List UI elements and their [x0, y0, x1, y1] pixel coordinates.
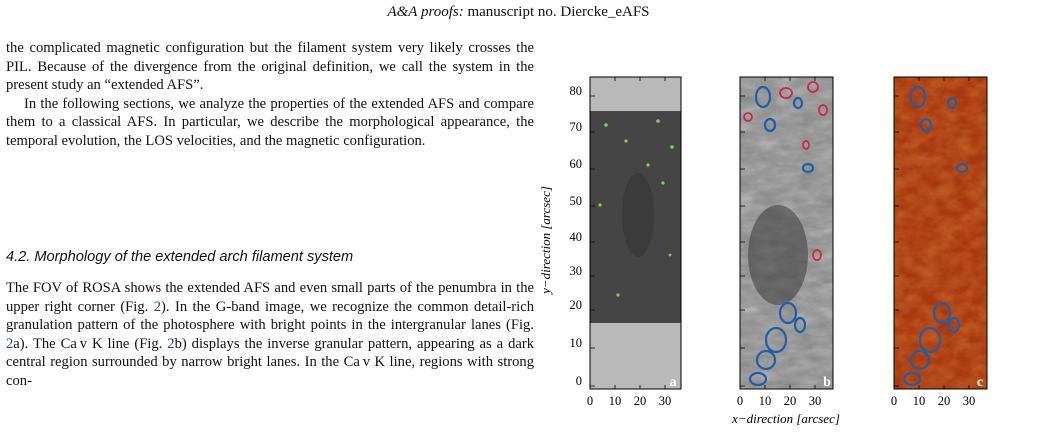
dark-region	[748, 205, 808, 305]
journal-name: A&A proofs:	[387, 4, 464, 20]
panel-label: c	[976, 375, 984, 390]
y-tick-label: 30	[569, 264, 582, 278]
y-tick-label: 20	[569, 298, 582, 312]
section-heading: 4.2. Morphology of the extended arch filament system	[6, 249, 354, 265]
x-tick-label: 20	[633, 394, 647, 408]
x-tick-label: 0	[736, 394, 744, 408]
panel-label: a	[669, 375, 677, 390]
y-tick-label: 70	[569, 120, 582, 134]
running-header	[0, 4, 1037, 21]
x-tick-label: 30	[962, 394, 976, 408]
figure-2	[538, 55, 1034, 435]
x-tick-label: 20	[937, 394, 951, 408]
x-tick-label: 20	[783, 394, 797, 408]
y-axis-label: y−direction [arcsec]	[538, 186, 553, 294]
x-axis-label: x−direction [arcsec]	[732, 411, 840, 426]
x-tick-label: 30	[808, 394, 822, 408]
x-tick-label: 10	[758, 394, 772, 408]
paragraph-3: The FOV of ROSA shows the extended AFS and even small parts of the penumbra in the upper right corner (Fig. 2). In the G-band image, we recognize the common detail-rich granulation pattern of the photosphere with bright points in the intergranular lanes (Fig. 2a). The Ca ᴠ K line (Fig. 2b) displays the inverse granular pattern, appearing as a dark central region surrounded by narrow bright lanes. In the Ca ᴠ K line, regions with strong con-	[6, 280, 534, 389]
y-tick-label: 10	[569, 336, 582, 350]
panel-a	[590, 77, 681, 390]
x-tick-label: 30	[658, 394, 672, 408]
manuscript-label: manuscript no. Diercke_eAFS	[467, 4, 650, 20]
y-tick-label: 40	[569, 230, 582, 244]
figure-link[interactable]: 2	[6, 335, 14, 352]
figure-link[interactable]: 2	[153, 298, 162, 315]
x-tick-label: 0	[586, 394, 594, 408]
x-tick-label: 10	[608, 394, 622, 408]
y-tick-label: 0	[575, 374, 582, 388]
dark-region	[622, 173, 654, 257]
figure-link[interactable]: 2	[167, 335, 175, 352]
panel-label: b	[823, 375, 831, 390]
intro-text	[6, 39, 534, 151]
y-tick-label: 50	[569, 194, 582, 208]
y-tick-label: 60	[569, 157, 582, 171]
paragraph-1: the complicated magnetic configuration but the filament system very likely crosses the PIL. Because of the divergence from the original definition, we call the system in the present study an “extended AFS”.	[6, 40, 534, 94]
panel-b	[740, 77, 833, 390]
x-tick-labels	[587, 394, 975, 408]
panel-c	[894, 77, 987, 390]
y-tick-label: 80	[569, 84, 582, 98]
x-tick-label: 10	[912, 394, 926, 408]
paragraph-2: In the following sections, we analyze the properties of the extended AFS and compare them to a classical AFS. In particular, we describe the morphological appearance, the temporal evolution, the LOS velocities, and the magnetic configuration.	[6, 95, 534, 149]
x-tick-label: 0	[890, 394, 898, 408]
section-text	[6, 279, 534, 391]
y-tick-labels	[570, 84, 583, 388]
